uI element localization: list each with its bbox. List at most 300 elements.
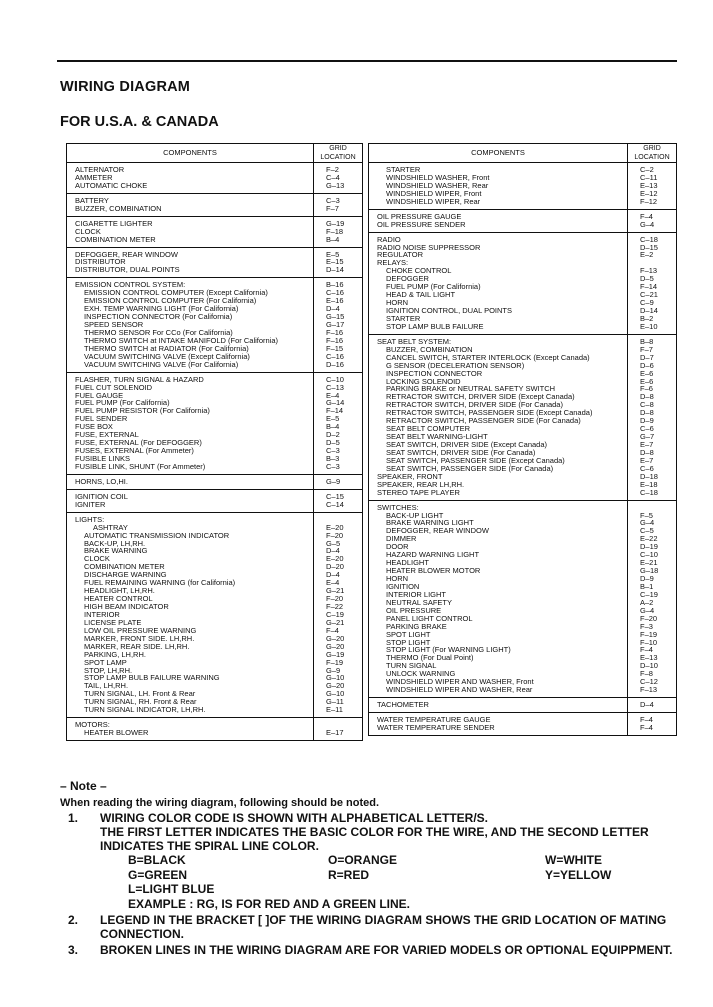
component-name: VACUUM SWITCHING VALVE (For California) [84, 360, 239, 369]
component-name: FUSES, EXTERNAL (For Ammeter) [75, 447, 194, 455]
note-text: LEGEND IN THE BRACKET [ ]OF THE WIRING DIAGRAM SHOWS THE GRID LOCATION OF MATING CONNECTION. [100, 913, 667, 941]
component-name: BUZZER, COMBINATION [386, 345, 473, 354]
grid-location: C–19 [640, 590, 658, 599]
component-names [369, 501, 628, 698]
component-name: TACHOMETER [377, 701, 429, 709]
color-code-list [128, 853, 690, 897]
grid-locations [314, 163, 362, 193]
grid-location: D–2 [326, 431, 340, 440]
component-name: WINDSHIELD WIPER AND WASHER, Front [386, 678, 534, 687]
component-name: FUSE, EXTERNAL (For DEFOGGER) [75, 439, 202, 448]
component-name: INSPECTION CONNECTOR [386, 369, 483, 378]
table-section [67, 194, 362, 217]
note-item-2 [60, 913, 690, 941]
component-name: FUEL PUMP (For California) [75, 399, 170, 408]
grid-location: E–6 [640, 369, 654, 378]
table-section [369, 713, 676, 735]
table-section [67, 373, 362, 475]
grid-location: F–8 [640, 670, 653, 679]
grid-location: E–5 [326, 250, 340, 259]
component-name: INTERIOR LIGHT [386, 590, 447, 599]
grid-location: C–14 [326, 500, 344, 509]
grid-locations [314, 475, 362, 489]
grid-locations [314, 248, 362, 278]
component-name: THERMO SENSOR For CCo (For California) [84, 328, 233, 337]
component-name: SPOT LAMP [84, 658, 127, 667]
grid-location: G–4 [640, 220, 655, 229]
table-section [67, 248, 362, 279]
note-intro: When reading the wiring diagram, following should be noted. [60, 797, 379, 809]
component-name: FUEL SENDER [75, 415, 128, 424]
component-name: FUEL PUMP (For California) [386, 283, 481, 292]
component-names [67, 248, 314, 278]
grid-location: E–13 [640, 181, 658, 190]
table-section [369, 210, 676, 233]
component-names [67, 490, 314, 512]
grid-location: F–4 [640, 723, 653, 732]
component-name: STEREO TAPE PLAYER [377, 488, 460, 497]
grid-location: B–4 [326, 423, 340, 432]
component-name: TURN SIGNAL INDICATOR, LH,RH. [84, 706, 206, 715]
component-name: RETRACTOR SWITCH, PASSENGER SIDE (Except Canada) [386, 409, 593, 418]
component-name: SWITCHES: [377, 503, 419, 512]
component-name: DISCHARGE WARNING [84, 571, 167, 580]
grid-locations [314, 278, 362, 371]
component-name: SPOT LIGHT [386, 630, 431, 639]
component-name: DEFOGGER, REAR WINDOW [75, 250, 178, 259]
component-name: SPEED SENSOR [84, 321, 144, 329]
table-section [369, 335, 676, 501]
component-name: WINDSHIELD WASHER, Front [386, 173, 490, 182]
grid-location: D–5 [640, 275, 654, 284]
table-section [67, 513, 362, 718]
grid-location: F–20 [326, 531, 344, 540]
component-name: SEAT SWITCH, PASSENGER SIDE (Except Canada) [386, 456, 565, 465]
component-name: CANCEL SWITCH, STARTER INTERLOCK (Except Canada) [386, 353, 590, 362]
component-names [67, 513, 314, 717]
component-name: WINDSHIELD WIPER, Rear [386, 197, 481, 206]
grid-location: G–15 [326, 313, 345, 321]
grid-location: C–3 [326, 196, 340, 205]
component-name: REGULATOR [377, 251, 423, 260]
grid-location: E–7 [640, 441, 654, 449]
component-name: FUSIBLE LINKS [75, 455, 131, 463]
color-code: R=RED [328, 867, 370, 882]
component-name: MARKER, FRONT SIDE. LH,RH. [84, 634, 195, 643]
component-name: SPEAKER, FRONT [377, 472, 443, 481]
grid-location: D–4 [326, 571, 340, 580]
component-name: HORNS, LO,HI. [75, 477, 128, 486]
component-names [67, 278, 314, 371]
component-name: VACUUM SWITCHING VALVE (Except California) [84, 352, 250, 361]
table-section [67, 278, 362, 372]
grid-location: F–19 [640, 630, 658, 639]
component-name: OIL PRESSURE [386, 606, 442, 615]
grid-location: E–17 [326, 729, 344, 737]
component-name: CHOKE CONTROL [386, 267, 452, 276]
component-name: STARTER [386, 314, 421, 323]
grid-location: D–16 [326, 360, 344, 369]
component-name: ASHTRAY [93, 523, 128, 532]
component-name: WATER TEMPERATURE SENDER [377, 723, 495, 732]
grid-location: G–21 [326, 618, 345, 627]
component-name: DISTRIBUTOR [75, 258, 126, 267]
component-name: STOP LIGHT (For WARNING LIGHT) [386, 646, 511, 655]
grid-location: F–15 [326, 344, 344, 353]
grid-location: F–22 [326, 603, 344, 611]
component-name: SEAT SWITCH, DRIVER SIDE (Except Canada) [386, 441, 548, 449]
component-name: WATER TEMPERATURE GAUGE [377, 716, 491, 724]
grid-location: E–15 [326, 258, 344, 267]
grid-location: C–21 [640, 291, 658, 300]
grid-locations [628, 335, 676, 500]
grid-location: F–4 [326, 626, 339, 635]
component-name: STOP LAMP BULB FAILURE WARNING [84, 674, 220, 683]
component-name: HEATER CONTROL [84, 595, 153, 603]
grid-location: E–7 [640, 456, 654, 465]
grid-location: G–20 [326, 682, 345, 691]
component-name: THERMO SWITCH at RADIATOR (For California) [84, 344, 249, 353]
component-name: BATTERY [75, 196, 109, 205]
grid-location: E–4 [326, 579, 340, 588]
grid-location: E–10 [640, 322, 658, 331]
grid-location: D–8 [640, 409, 654, 418]
note-text: BROKEN LINES IN THE WIRING DIAGRAM ARE FOR VARIED MODELS OR OPTIONAL EQUIPPMENT. [100, 943, 673, 957]
table-section [369, 698, 676, 713]
table-body [369, 163, 676, 735]
component-name: EMISSION CONTROL COMPUTER (Except California) [84, 289, 268, 298]
grid-locations [628, 501, 676, 698]
components-table-right [368, 143, 677, 736]
component-name: G SENSOR (DECELERATION SENSOR) [386, 361, 525, 370]
grid-locations [314, 490, 362, 512]
component-name: WINDSHIELD WIPER AND WASHER, Rear [386, 686, 533, 695]
grid-location: G–4 [640, 519, 655, 528]
component-name: IGNITER [75, 500, 106, 509]
component-name: EMISSION CONTROL SYSTEM: [75, 281, 186, 290]
component-name: HEATER BLOWER MOTOR [386, 567, 481, 575]
component-name: OIL PRESSURE SENDER [377, 220, 466, 229]
grid-location: E–11 [326, 706, 343, 715]
component-name: TURN SIGNAL, LH. Front & Rear [84, 690, 196, 699]
grid-location: F–20 [326, 595, 344, 603]
grid-location: F–5 [640, 511, 653, 520]
note-item-3 [60, 943, 690, 957]
grid-location: G–10 [326, 674, 345, 683]
note-heading: – Note – [60, 779, 107, 793]
grid-location: D–4 [326, 305, 340, 314]
component-name: FUEL REMAINING WARNING (for California) [84, 579, 236, 588]
component-names [369, 163, 628, 209]
component-names [67, 217, 314, 247]
table-section [67, 490, 362, 513]
component-name: IGNITION CONTROL, DUAL POINTS [386, 307, 512, 315]
component-name: STOP LIGHT [386, 638, 431, 647]
grid-location: B–1 [640, 582, 654, 591]
grid-location: F–4 [640, 212, 653, 221]
grid-location: D–9 [640, 575, 654, 583]
color-code: L=LIGHT BLUE [128, 882, 215, 896]
grid-location: C–8 [640, 401, 654, 410]
grid-location: C–6 [640, 464, 654, 473]
component-name: RETRACTOR SWITCH, DRIVER SIDE (For Canada) [386, 401, 563, 410]
component-names [369, 210, 628, 232]
components-header: COMPONENTS [369, 144, 628, 162]
grid-location: D–14 [326, 266, 344, 275]
grid-location: G–18 [640, 567, 659, 575]
grid-location: A–2 [640, 598, 654, 607]
component-names [67, 163, 314, 193]
note-number: 3. [68, 943, 79, 957]
component-name: LOW OIL PRESSURE WARNING [84, 626, 197, 635]
grid-location: C–5 [640, 527, 654, 536]
component-name: FUSIBLE LINK, SHUNT (For Ammeter) [75, 462, 206, 471]
grid-location: E–6 [640, 377, 654, 386]
grid-location: G–9 [326, 666, 341, 675]
grid-location: D–4 [640, 701, 654, 709]
grid-location: D–20 [326, 563, 344, 572]
component-names [369, 698, 628, 712]
component-name: HIGH BEAM INDICATOR [84, 603, 169, 611]
grid-location: C–12 [640, 678, 658, 687]
component-name: HEADLIGHT, LH,RH. [84, 587, 155, 596]
component-name: WINDSHIELD WIPER, Front [386, 189, 482, 198]
component-name: RETRACTOR SWITCH, DRIVER SIDE (Except Canada) [386, 393, 575, 402]
grid-location: G–10 [326, 690, 345, 699]
grid-location [326, 721, 362, 729]
component-name: BRAKE WARNING [84, 547, 148, 556]
grid-location: F–20 [640, 614, 658, 623]
grid-location-header [628, 144, 676, 162]
grid-location [640, 504, 676, 512]
component-name: RADIO [377, 235, 401, 244]
component-name: AUTOMATIC TRANSMISSION INDICATOR [84, 531, 230, 540]
grid-location: D–10 [640, 662, 658, 671]
grid-location: B–4 [326, 235, 340, 244]
grid-location: E–2 [640, 251, 654, 260]
component-name: MOTORS: [75, 721, 110, 730]
grid-location: G–5 [326, 539, 341, 548]
component-name: THERMO SWITCH at INTAKE MANIFOLD (For California) [84, 336, 279, 345]
grid-locations [314, 718, 362, 740]
grid-location: D–5 [326, 439, 340, 448]
color-code: B=BLACK [128, 853, 186, 867]
grid-location: G–17 [326, 321, 345, 329]
component-name: DEFOGGER [386, 275, 429, 284]
grid-location: E–22 [640, 535, 658, 544]
grid-location: F–10 [640, 638, 658, 647]
component-name: ALTERNATOR [75, 166, 125, 174]
component-name: HORN [386, 299, 409, 307]
grid-locations [628, 233, 676, 334]
component-name: LOCKING SOLENOID [386, 377, 461, 386]
grid-location: F–14 [640, 283, 658, 292]
component-name: RETRACTOR SWITCH, PASSENGER SIDE (For Canada) [386, 417, 581, 426]
grid-location: D–18 [640, 472, 658, 481]
components-header: COMPONENTS [67, 144, 314, 162]
note-item-1 [60, 811, 690, 853]
component-names [67, 194, 314, 216]
component-name: BUZZER, COMBINATION [75, 204, 162, 213]
grid-location: G–19 [326, 219, 345, 228]
component-name: HEADLIGHT [386, 559, 429, 568]
table-section [67, 163, 362, 194]
grid-location [640, 259, 676, 267]
component-name: SEAT BELT SYSTEM: [377, 337, 452, 346]
component-name: THERMO (For Dual Point) [386, 654, 474, 663]
component-name: PARKING BRAKE [386, 622, 447, 631]
grid-location: G–21 [326, 587, 345, 596]
component-name: STARTER [386, 166, 421, 174]
grid-locations [314, 373, 362, 474]
color-code-example: EXAMPLE : RG, IS FOR RED AND A GREEN LINE. [128, 896, 411, 911]
grid-location: F–4 [640, 716, 653, 724]
grid-locations [628, 713, 676, 735]
component-name: CLOCK [75, 227, 101, 236]
color-code: G=GREEN [128, 867, 188, 882]
grid-location: C–16 [326, 289, 344, 298]
table-header [67, 144, 362, 163]
component-name: LIGHTS: [75, 515, 105, 524]
page-title: WIRING DIAGRAM [60, 79, 191, 95]
note-text: THE FIRST LETTER INDICATES THE BASIC COLOR FOR THE WIRE, AND THE SECOND LETTER INDICATES THE SPIRAL LINE COLOR. [100, 825, 649, 853]
component-name: CIGARETTE LIGHTER [75, 219, 153, 228]
grid-location-header [314, 144, 362, 162]
grid-location: F–19 [326, 658, 344, 667]
components-table-left [66, 143, 363, 741]
grid-location: G–20 [326, 642, 345, 651]
component-name: FUSE, EXTERNAL [75, 431, 139, 440]
component-name: DEFOGGER, REAR WINDOW [386, 527, 489, 536]
table-header [369, 144, 676, 163]
component-name: SPEAKER, REAR LH,RH. [377, 480, 465, 489]
grid-location: G–13 [326, 181, 345, 190]
component-name: COMBINATION METER [75, 235, 156, 244]
grid-location: D–15 [640, 243, 658, 252]
component-name: SEAT SWITCH, DRIVER SIDE (For Canada) [386, 448, 536, 457]
component-name: BACK-UP LIGHT [386, 511, 444, 520]
table-section [67, 217, 362, 248]
grid-location: E–4 [326, 391, 340, 400]
notes-section [60, 779, 690, 957]
grid-location: F–7 [326, 204, 339, 213]
component-name: SEAT BELT COMPUTER [386, 425, 471, 434]
grid-location: D–8 [640, 448, 654, 457]
component-name: DIMMER [386, 535, 417, 544]
grid-location: C–18 [640, 488, 658, 497]
grid-location: C–19 [326, 610, 344, 619]
component-name: EMISSION CONTROL COMPUTER (For California) [84, 297, 257, 306]
component-name: INSPECTION CONNECTOR (For California) [84, 313, 233, 321]
grid-location: C–3 [326, 462, 340, 471]
component-name: RADIO NOISE SUPPRESSOR [377, 243, 481, 252]
grid-location: C–11 [640, 173, 658, 182]
grid-location: E–12 [640, 189, 658, 198]
component-name: LICENSE PLATE [84, 618, 142, 627]
grid-locations [314, 513, 362, 717]
grid-location: F–6 [640, 385, 653, 394]
component-name: FUSE BOX [75, 423, 113, 432]
grid-location: G–20 [326, 634, 345, 643]
component-name: UNLOCK WARNING [386, 670, 456, 679]
grid-location: F–4 [640, 646, 653, 655]
component-name: FUEL GAUGE [75, 391, 124, 400]
grid-locations [628, 163, 676, 209]
grid-location: D–7 [640, 353, 654, 362]
grid-location: F–16 [326, 336, 344, 345]
note-number: 2. [68, 913, 79, 927]
grid-location: D–14 [640, 307, 658, 315]
component-name: DOOR [386, 543, 409, 552]
component-name: AUTOMATIC CHOKE [75, 181, 148, 190]
grid-location: C–10 [326, 375, 344, 384]
component-name: BRAKE WARNING LIGHT [386, 519, 474, 528]
component-name: PARKING, LH,RH. [84, 650, 146, 659]
component-name: HAZARD WARNING LIGHT [386, 551, 480, 560]
component-names [67, 475, 314, 489]
grid-location: C–15 [326, 492, 344, 501]
grid-location: C–6 [640, 425, 654, 434]
component-name: PANEL LIGHT CONTROL [386, 614, 473, 623]
grid-location: D–19 [640, 543, 658, 552]
component-name: IGNITION [386, 582, 420, 591]
table-section [67, 475, 362, 490]
component-name: SEAT SWITCH, PASSENGER SIDE (For Canada) [386, 464, 554, 473]
note-number: 1. [68, 811, 79, 825]
color-code: O=ORANGE [328, 853, 398, 867]
grid-location: D–9 [640, 417, 654, 426]
grid-location: D–4 [326, 547, 340, 556]
grid-location: F–18 [326, 227, 344, 236]
component-names [369, 713, 628, 735]
grid-location: C–10 [640, 551, 658, 560]
grid-location [326, 516, 362, 524]
component-name: CLOCK [84, 555, 110, 564]
grid-locations [628, 698, 676, 712]
component-name: SEAT BELT WARNING-LIGHT [386, 433, 488, 441]
grid-location: D–8 [640, 393, 654, 402]
grid-location: E–5 [326, 415, 340, 424]
table-body [67, 163, 362, 740]
grid-locations [314, 194, 362, 216]
component-name: STOP LAMP BULB FAILURE [386, 322, 484, 331]
grid-location: E–21 [640, 559, 658, 568]
component-name: MARKER, REAR SIDE. LH,RH. [84, 642, 190, 651]
grid-location: D–6 [640, 361, 654, 370]
grid-location: C–16 [326, 352, 344, 361]
grid-header-line1: GRID [329, 145, 347, 152]
component-name: FUEL PUMP RESISTOR (For California) [75, 407, 210, 416]
component-name: BACK-UP, LH,RH. [84, 539, 146, 548]
grid-location: C–2 [640, 166, 654, 174]
grid-header-line2: LOCATION [320, 153, 356, 161]
component-names [369, 233, 628, 334]
component-names [369, 335, 628, 500]
grid-location: E–13 [640, 654, 658, 663]
grid-location: F–7 [640, 345, 653, 354]
grid-location: G–19 [326, 650, 345, 659]
top-rule [57, 60, 677, 62]
grid-location: G–9 [326, 477, 341, 486]
grid-locations [314, 217, 362, 247]
component-name: EXH. TEMP WARNING LIGHT (For California) [84, 305, 239, 314]
component-name: HEAD & TAIL LIGHT [386, 291, 456, 300]
component-name: TAIL, LH,RH. [84, 682, 129, 691]
component-name: DISTRIBUTOR, DUAL POINTS [75, 266, 180, 275]
component-name: COMBINATION METER [84, 563, 165, 572]
table-section [369, 501, 676, 699]
component-name: STOP, LH,RH. [84, 666, 133, 675]
